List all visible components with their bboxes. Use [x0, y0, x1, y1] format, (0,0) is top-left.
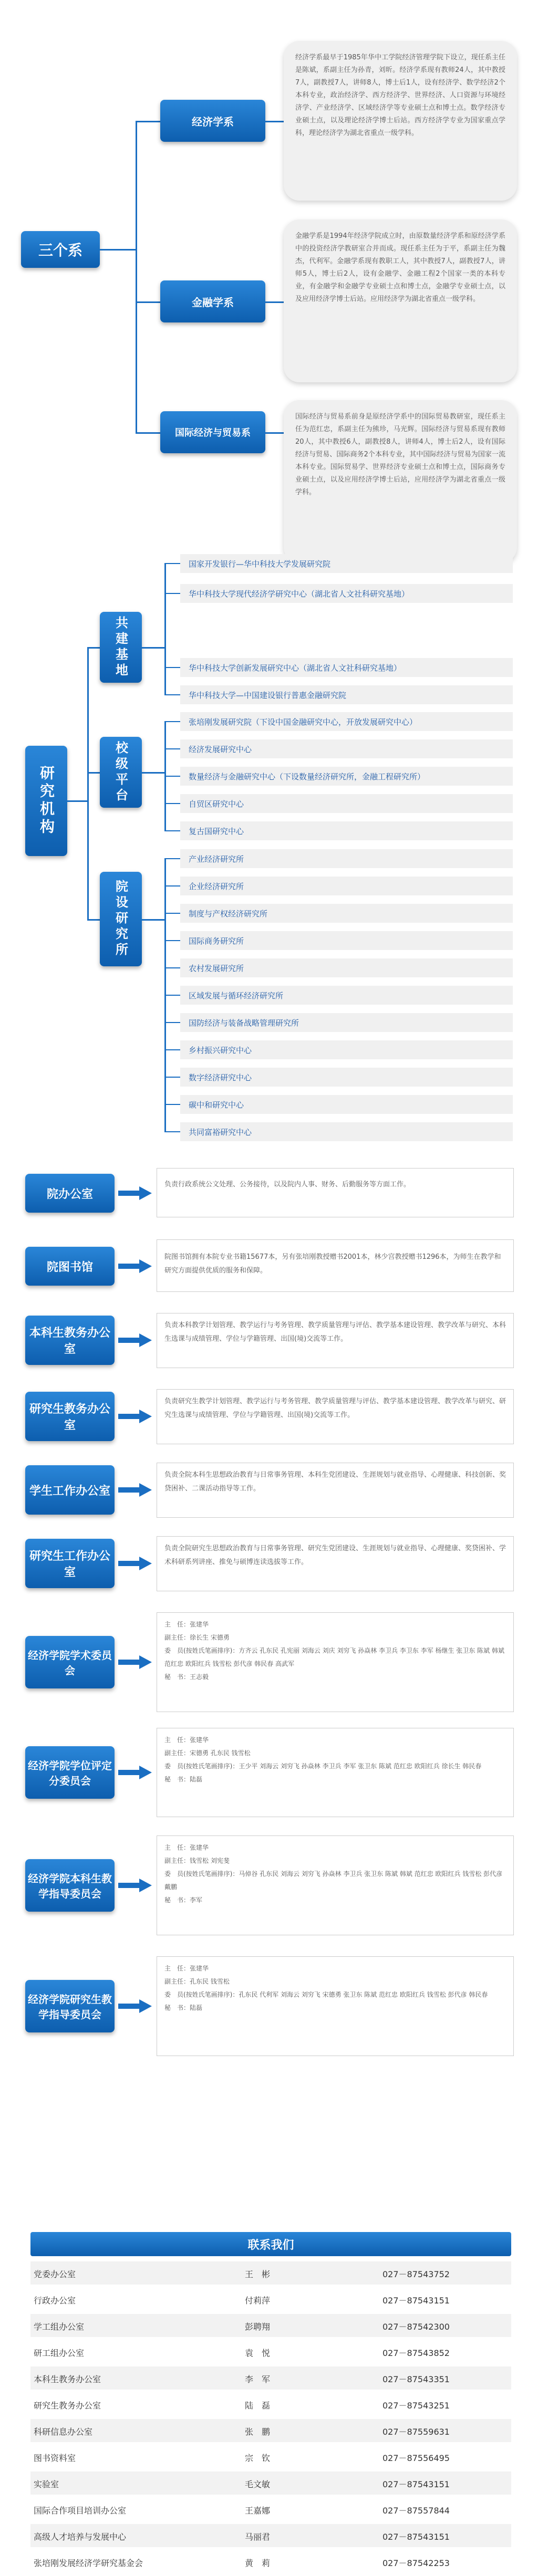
research-group-campus [100, 737, 142, 808]
contact-row: 学工组办公室 彭聘翔 027－87542300 [30, 2314, 511, 2337]
office-desc: 负责全院研究生思想政治教育与日常事务管理、研究生党团建设、生涯规划与就业指导、心理健康、奖贷困补、学术科研系列讲座、推免与硕博连读选拔等工作。 [157, 1536, 514, 1591]
research-item: 乡村振兴研究中心 [180, 1040, 513, 1059]
connector [142, 772, 165, 774]
research-item: 国防经济与装备战略管理研究所 [180, 1013, 513, 1032]
arrow-right-icon [118, 1879, 152, 1892]
research-item: 农村发展研究所 [180, 958, 513, 977]
connector [164, 1131, 180, 1132]
office-desc: 负责行政系统公文处理、公务接待，以及院内人事、财务、后勤服务等方面工作。 [157, 1168, 514, 1217]
connector [164, 776, 180, 777]
office-box: 院图书馆 [25, 1247, 115, 1286]
connector [164, 995, 180, 996]
departments-root [21, 231, 100, 268]
research-item: 制度与产权经济研究所 [180, 904, 513, 923]
departments-root-label: 三个系 [38, 242, 82, 259]
contact-row: 张培刚发展经济学研究基金会 黄 莉 027－87542253 [30, 2550, 511, 2573]
connector [136, 432, 162, 434]
connector [265, 301, 286, 303]
department-economics-desc: 经济学系最早于1985年华中工学院经济管理学院下设立，现任系主任是陈斌，系副主任为孙青，刘昕。经济学系现有教师24人，其中教授7人，副教授7人，讲师8人，博士后1人，设有经济学、数学经济2个本科专业，政治经济学、西方经济学、世界经济、人口资源与环境经济学、产业经济学、区域经济学等专业硕士点和博士点。数学经济专业硕士点，以及理论经济学博士后站。西方经济学专业为国家重点学科，理论经济学为湖北省重点一级学科。 [284, 41, 517, 201]
connector [164, 667, 180, 668]
group-label: 院设研究所 [113, 880, 128, 958]
connector [136, 121, 137, 433]
connector [136, 301, 162, 303]
contact-row: 实验室 毛文敏 027－87543151 [30, 2471, 511, 2495]
research-item: 华中科技大学创新发展研究中心（湖北省人文社科研究基地） [180, 658, 513, 677]
research-group-joint [100, 612, 142, 683]
contact-row: 研工组办公室 袁 悦 027－87543852 [30, 2340, 511, 2363]
contact-row: 科研信息办公室 张 鹏 027－87559631 [30, 2419, 511, 2442]
research-item: 经济发展研究中心 [180, 739, 513, 758]
department-finance [160, 280, 265, 322]
connector [164, 721, 180, 722]
contact-row: 本科生教务办公室 李 军 027－87543351 [30, 2366, 511, 2390]
connector [164, 1104, 180, 1105]
connector [164, 830, 180, 831]
group-label: 共建基地 [113, 616, 128, 679]
connector [164, 593, 180, 594]
contact-header [30, 2232, 511, 2256]
connector [142, 647, 165, 649]
committee-desc: 主 任：张建华 副主任：宋德勇 孔东民 钱雪松 委 员(按姓氏笔画排序)：王少平 刘海云 刘穷飞 孙焱林 李卫兵 李军 张卫东 陈斌 范红忠 欧阳红兵 徐长生 韩民春 秘 书：陆磊 [157, 1728, 514, 1817]
committee-desc: 主 任：张建华 副主任：钱雪松 刘宪斐 委 员(按姓氏笔画排序)：马倬谷 孔东民 刘海云 刘穷飞 孙焱林 李卫兵 张卫东 陈斌 韩斌 范红忠 欧阳红兵 钱雪松 彭代彦 戴鹏 秘 书：李军 [157, 1835, 514, 1935]
connector [164, 1022, 180, 1023]
contact-row: 行政办公室 付莉萍 027－87543151 [30, 2288, 511, 2311]
office-desc: 院图书馆拥有本院专业书籍15677本，另有张培刚教授赠书2001本，林少宫教授赠书1296本，为师生在教学和研究方面提供优质的服务和保障。 [157, 1239, 514, 1292]
connector [164, 940, 180, 941]
research-item: 自贸区研究中心 [180, 794, 513, 813]
department-trade [160, 411, 265, 453]
connector [87, 647, 100, 649]
research-item: 碳中和研究中心 [180, 1095, 513, 1114]
connector [164, 563, 166, 695]
research-item: 华中科技大学—中国建设银行普惠金融研究院 [180, 685, 513, 704]
connector [265, 121, 286, 122]
research-item: 国际商务研究所 [180, 931, 513, 950]
research-item: 区域发展与循环经济研究所 [180, 986, 513, 1005]
contact-row: 研究生教务办公室 陆 磊 027－87543251 [30, 2393, 511, 2416]
research-item: 张培刚发展研究院（下设中国金融研究中心，开放发展研究中心） [180, 712, 513, 731]
connector [87, 919, 100, 921]
committee-desc: 主 任：张建华 副主任：孔东民 钱雪松 委 员(按姓氏笔画排序)：孔东民 代利军 刘海云 刘穷飞 宋德勇 张卫东 陈斌 范红忠 欧阳红兵 钱雪松 彭代彦 韩民春 秘 书：陆磊 [157, 1956, 514, 2056]
contact-row: 国际合作项目培训办公室 王嘉娜 027－87557844 [30, 2498, 511, 2521]
connector [164, 858, 180, 859]
office-box: 研究生工作办公室 [25, 1539, 115, 1588]
group-label: 校级平台 [113, 741, 128, 804]
research-root-label: 研究机构 [38, 765, 55, 837]
connector [164, 563, 180, 564]
connector [67, 800, 88, 802]
contact-row: 高级人才培养与发展中心 马丽君 027－87543151 [30, 2524, 511, 2547]
connector [164, 748, 180, 749]
department-finance-desc: 金融学系是1994年经济学院成立时，由原数量经济学系和原经济学系中的投资经济学教研室合并而成。现任系主任为于平，系副主任为魏杰，代利军。金融学系现有教职工人，其中教授7人，副教授7人，讲师5人，博士后2人，设有金融学、金融工程2个国家一类的本科专业，有金融学和金融学专业硕士点和博士点，金融学专业硕士点，以及应用经济学博士后站。应用经济学为湖北省重点一级学科。 [284, 220, 517, 382]
connector [87, 772, 100, 774]
research-root [25, 746, 67, 856]
committee-box: 经济学院学位评定分委员会 [25, 1746, 115, 1799]
department-label: 国际经济与贸易系 [175, 427, 251, 439]
connector [164, 803, 180, 804]
connector [164, 694, 180, 695]
arrow-right-icon [118, 1333, 152, 1347]
connector [164, 967, 180, 968]
research-item: 数量经济与金融研究中心（下设数量经济研究所，金融工程研究所） [180, 767, 513, 786]
committee-box: 经济学院研究生教学指导委员会 [25, 1980, 115, 2032]
committee-box: 经济学院本科生教学指导委员会 [25, 1859, 115, 1912]
office-box: 本科生教务办公室 [25, 1316, 115, 1365]
arrow-right-icon [118, 1259, 152, 1273]
office-box: 学生工作办公室 [25, 1465, 115, 1515]
research-item: 企业经济研究所 [180, 877, 513, 895]
connector [100, 249, 137, 251]
department-trade-desc: 国际经济与贸易系前身是原经济学系中的国际贸易教研室，现任系主任为范红忠，系副主任为熊珍，马光辉。国际经济与贸易系现有教师20人，其中教授6人，副教授8人，讲师4人，博士后2人，设有国际经济与贸易、国际商务2个本科专业，其中国际经济与贸易为国家一流本科专业。国际贸易学、世界经济专业硕士点和博士点，国际商务专业硕士点，以及应用经济学博士后站，应用经济学为湖北省重点一级学科。 [284, 400, 517, 563]
arrow-right-icon [118, 1557, 152, 1570]
office-box: 院办公室 [25, 1174, 115, 1213]
office-desc: 负责全院本科生思想政治教育与日常事务管理、本科生党团建设、生涯规划与就业指导、心理健康、科技创新、奖贷困补、二课活动指导等工作。 [157, 1463, 514, 1518]
research-item: 华中科技大学现代经济学研究中心（湖北省人文社科研究基地） [180, 584, 513, 603]
connector [87, 647, 89, 920]
research-group-institutes [100, 872, 142, 966]
research-item: 产业经济研究所 [180, 849, 513, 868]
arrow-right-icon [118, 1766, 152, 1779]
research-item: 共同富裕研究中心 [180, 1122, 513, 1141]
connector [136, 121, 162, 122]
department-label: 金融学系 [192, 296, 234, 309]
department-label: 经济学系 [192, 115, 234, 128]
research-item: 数字经济研究中心 [180, 1068, 513, 1087]
arrow-right-icon [118, 1410, 152, 1423]
contact-title: 联系我们 [247, 2238, 294, 2252]
connector [142, 919, 165, 921]
office-desc: 负责研究生教学计划管理、教学运行与考务管理、教学质量管理与评估、教学基本建设管理、教学改革与研究、研究生选课与成绩管理、学位与学籍管理、出国(境)交流等工作。 [157, 1389, 514, 1444]
arrow-right-icon [118, 1655, 152, 1669]
connector [164, 885, 180, 887]
committee-box: 经济学院学术委员会 [25, 1636, 115, 1688]
arrow-right-icon [118, 1999, 152, 2013]
contact-row: 图书资料室 宗 钦 027－87556495 [30, 2445, 511, 2468]
research-item: 国家开发银行—华中科技大学发展研究院 [180, 554, 513, 573]
research-item: 复古国研究中心 [180, 821, 513, 840]
committee-desc: 主 任：张建华 副主任：徐长生 宋德勇 委 员(按姓氏笔画排序)：方齐云 孔东民 孔宪丽 刘海云 刘庆 刘穷飞 孙焱林 李卫兵 李卫东 李军 杨继生 张卫东 陈斌 韩斌 范红忠 欧阳红兵 钱雪松 彭代彦 韩民春 高武军 秘 书：王志毅 [157, 1612, 514, 1712]
contact-row: 党委办公室 王 彬 027－87543752 [30, 2261, 511, 2285]
office-desc: 负责本科教学计划管理、教学运行与考务管理、教学质量管理与评估、教学基本建设管理、教学改革与研究、本科生选课与成绩管理、学位与学籍管理、出国(境)交流等工作。 [157, 1313, 514, 1368]
connector [265, 432, 286, 434]
arrow-right-icon [118, 1483, 152, 1497]
arrow-right-icon [118, 1186, 152, 1200]
connector [164, 1049, 180, 1050]
connector [164, 1077, 180, 1078]
department-economics [160, 100, 265, 142]
connector [164, 913, 180, 914]
office-box: 研究生教务办公室 [25, 1392, 115, 1441]
